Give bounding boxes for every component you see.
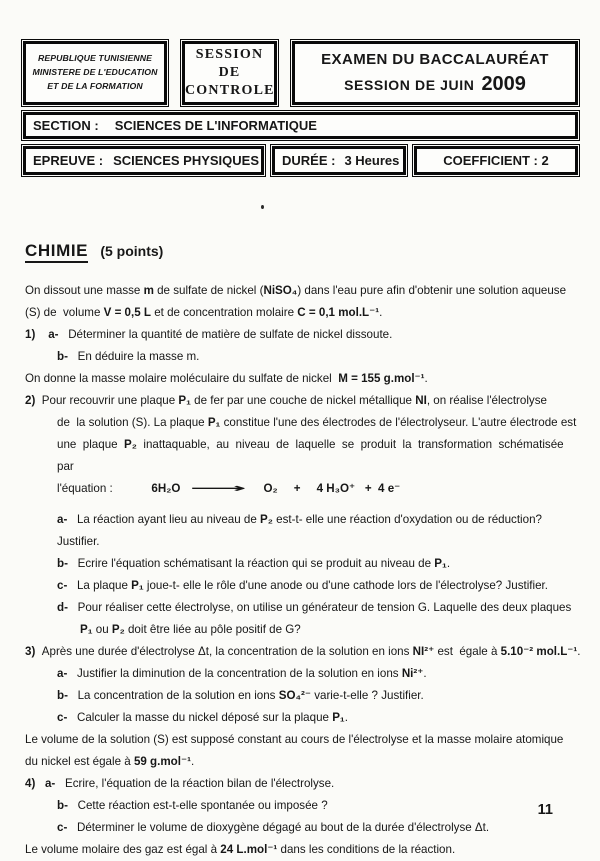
question-3-intro: 3) Après une durée d'électrolyse Δt, la concentration de la solution en ions NI²⁺ est égale à 5.10⁻² mol.L⁻¹.: [25, 645, 581, 658]
duree-box: [272, 146, 406, 175]
intro-line-1: On dissout une masse m de sulfate de nickel (NiSO₄) dans l'eau pure afin d'obtenir une solution aqueuse: [25, 284, 567, 297]
question-3c: c- Calculer la masse du nickel déposé sur la plaque P₁.: [57, 711, 348, 724]
duree-label: DURÉE :: [282, 153, 336, 168]
question-2d-line-1: d- Pour réaliser cette électrolyse, on utilise un générateur de tension G. Laquelle des deux plaques: [57, 601, 572, 614]
molar-volume-note: Le volume molaire des gaz est égal à 24 L.mol⁻¹ dans les conditions de la réaction.: [25, 843, 456, 856]
section-row: [23, 112, 578, 139]
question-2-line-3: une plaque P₂ inattaquable, au niveau de laquelle se produit la transformation schématisée par: [57, 438, 571, 473]
coefficient-box: [414, 146, 578, 175]
session-line-1: SESSION: [195, 46, 264, 62]
exam-session: SESSION DE JUIN: [344, 76, 475, 93]
question-4c: c- Déterminer le volume de dioxygène dégagé au bout de la durée d'électrolyse Δt.: [57, 821, 490, 834]
question-2-line-2: de la solution (S). La plaque P₁ constitue l'une des électrodes de l'électrolyseur. L'autre électrode est: [57, 416, 577, 429]
question-2d-line-2: P₁ ou P₂ doit être liée au pôle positif de G?: [80, 623, 301, 636]
question-4a: 4) a- Ecrire, l'équation de la réaction bilan de l'électrolyse.: [25, 777, 335, 790]
question-1a: 1) a- Déterminer la quantité de matière de sulfate de nickel dissoute.: [25, 328, 393, 341]
exam-year: 2009: [481, 72, 526, 95]
section-value: SCIENCES DE L'INFORMATIQUE: [114, 118, 317, 133]
coefficient-value: COEFFICIENT : 2: [443, 153, 549, 168]
scan-artifact-dot: [261, 205, 264, 209]
electrolysis-equation: l'équation : 6H₂O ⟶ O₂ + 4 H₃O⁺ + 4 e⁻: [57, 482, 401, 495]
exam-title-box: [292, 41, 578, 105]
question-1b: b- En déduire la masse m.: [57, 350, 200, 363]
header-bottom-row: [23, 146, 578, 175]
page-number: 11: [537, 802, 553, 818]
epreuve-label: EPREUVE :: [33, 153, 104, 168]
ministry-line-2: MINISTERE DE L'EDUCATION: [32, 67, 158, 78]
session-line-2: DE: [218, 64, 241, 80]
epreuve-box: [23, 146, 264, 175]
duree-value: 3 Heures: [344, 153, 400, 168]
volume-note-line-1: Le volume de la solution (S) est supposé constant au cours de l'électrolyse et la masse molaire atomique: [25, 733, 564, 746]
ministry-line-1: REPUBLIQUE TUNISIENNE: [37, 53, 153, 64]
question-2c: c- La plaque P₁ joue-t- elle le rôle d'une anode ou d'une cathode lors de l'électrolyse? Justifier.: [57, 579, 548, 592]
molar-mass-note: On donne la masse molaire moléculaire du sulfate de nickel M = 155 g.mol⁻¹.: [25, 372, 428, 385]
epreuve-value: SCIENCES PHYSIQUES: [113, 153, 260, 168]
intro-line-2: (S) de volume V = 0,5 L et de concentration molaire C = 0,1 mol.L⁻¹.: [25, 306, 383, 319]
question-2b: b- Ecrire l'équation schématisant la réaction qui se produit au niveau de P₁.: [57, 557, 451, 570]
exam-title: EXAMEN DU BACCALAURÉAT: [321, 50, 549, 68]
chimie-section: [25, 240, 582, 861]
section-label: SECTION :: [33, 118, 99, 133]
question-4b: b- Cette réaction est-t-elle spontanée ou imposée ?: [57, 799, 328, 812]
exam-session-line: [295, 73, 575, 96]
question-3a: a- Justifier la diminution de la concentration de la solution en ions Ni²⁺.: [57, 667, 427, 680]
question-2-line-1: 2) Pour recouvrir une plaque P₁ de fer par une couche de nickel métallique NI, on réalise l'électrolyse: [25, 394, 547, 407]
chimie-title: CHIMIE: [25, 241, 88, 263]
question-3b: b- La concentration de la solution en ions SO₄²⁻ varie-t-elle ? Justifier.: [57, 689, 424, 702]
session-box: [182, 41, 277, 105]
chimie-heading: [25, 240, 582, 264]
volume-note-line-2: du nickel est égale à 59 g.mol⁻¹.: [25, 755, 195, 768]
chimie-points: (5 points): [100, 243, 164, 259]
exam-header: [23, 41, 578, 175]
header-top-row: [23, 41, 578, 105]
session-line-3: CONTROLE: [185, 83, 275, 99]
ministry-line-3: ET DE LA FORMATION: [47, 80, 143, 91]
question-2a: a- La réaction ayant lieu au niveau de P₂ est-t- elle une réaction d'oxydation ou de réduction? Justifier.: [57, 513, 546, 548]
ministry-box: [23, 41, 167, 105]
